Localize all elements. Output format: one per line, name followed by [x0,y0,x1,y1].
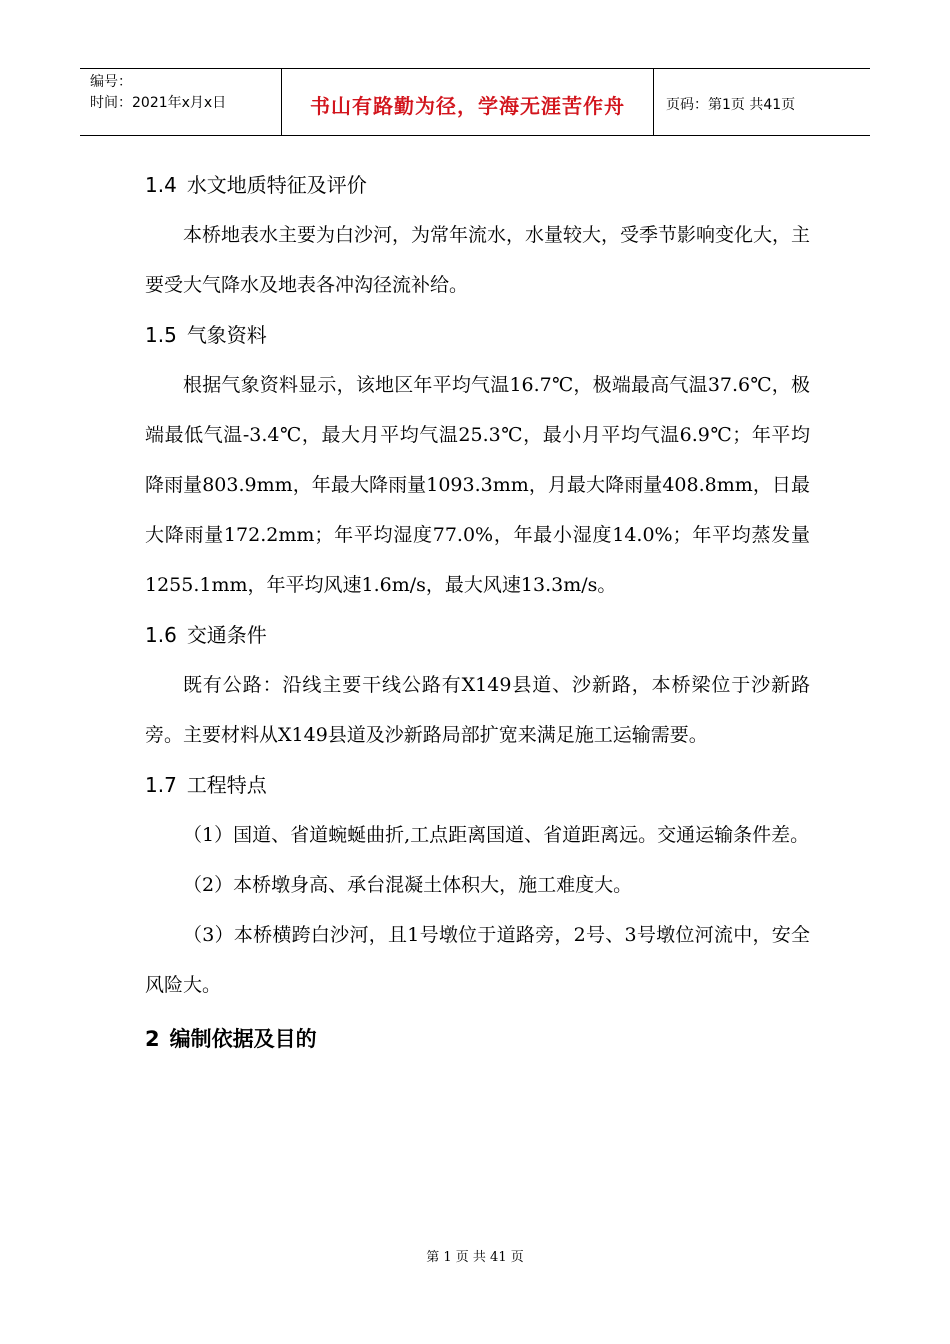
chapter-heading: 2 编制依据及目的 [145,1027,317,1051]
header-motto: 书山有路勤为径，学海无涯苦作舟 [282,69,654,135]
header-table [80,68,870,136]
document-body [145,160,810,1064]
section-heading: 1.4 水文地质特征及评价 [145,173,367,197]
paragraph: 根据气象资料显示，该地区年平均气温16.7℃，极端最高气温37.6℃，极端最低气温-3.4℃，最大月平均气温25.3℃，最小月平均气温6.9℃；年平均降雨量803.9mm，年最大降雨量1093.3mm，月最大降雨量408.8mm，日最大降雨量172.2mm；年平均湿度77.0%，年最小湿度14.0%；年平均蒸发量1255.1mm，年平均风速1.6m/s，最大风速13.3m/s。 [145,374,810,596]
paragraph: （3）本桥横跨白沙河，且1号墩位于道路旁，2号、3号墩位河流中，安全风险大。 [145,924,810,996]
section-heading: 1.5 气象资料 [145,323,267,347]
paragraph: 本桥地表水主要为白沙河，为常年流水，水量较大，受季节影响变化大，主要受大气降水及地表各冲沟径流补给。 [145,224,811,296]
header-page-label: 页码：第1页 共41页 [666,97,796,113]
paragraph: （2）本桥墩身高、承台混凝土体积大，施工难度大。 [183,874,633,896]
paragraph: 既有公路：沿线主要干线公路有X149县道、沙新路，本桥梁位于沙新路旁。主要材料从X149县道及沙新路局部扩宽来满足施工运输需要。 [145,674,810,746]
header-info-cell [80,69,282,135]
section-heading: 1.6 交通条件 [145,623,267,647]
time-label: 时间：2021年x月x日 [90,95,227,111]
section-heading: 1.7 工程特点 [145,773,267,797]
paragraph: （1）国道、省道蜿蜒曲折,工点距离国道、省道距离远。交通运输条件差。 [183,824,810,846]
code-label: 编号： [90,74,132,90]
page-footer: 第 1 页 共 41 页 [426,1250,524,1265]
